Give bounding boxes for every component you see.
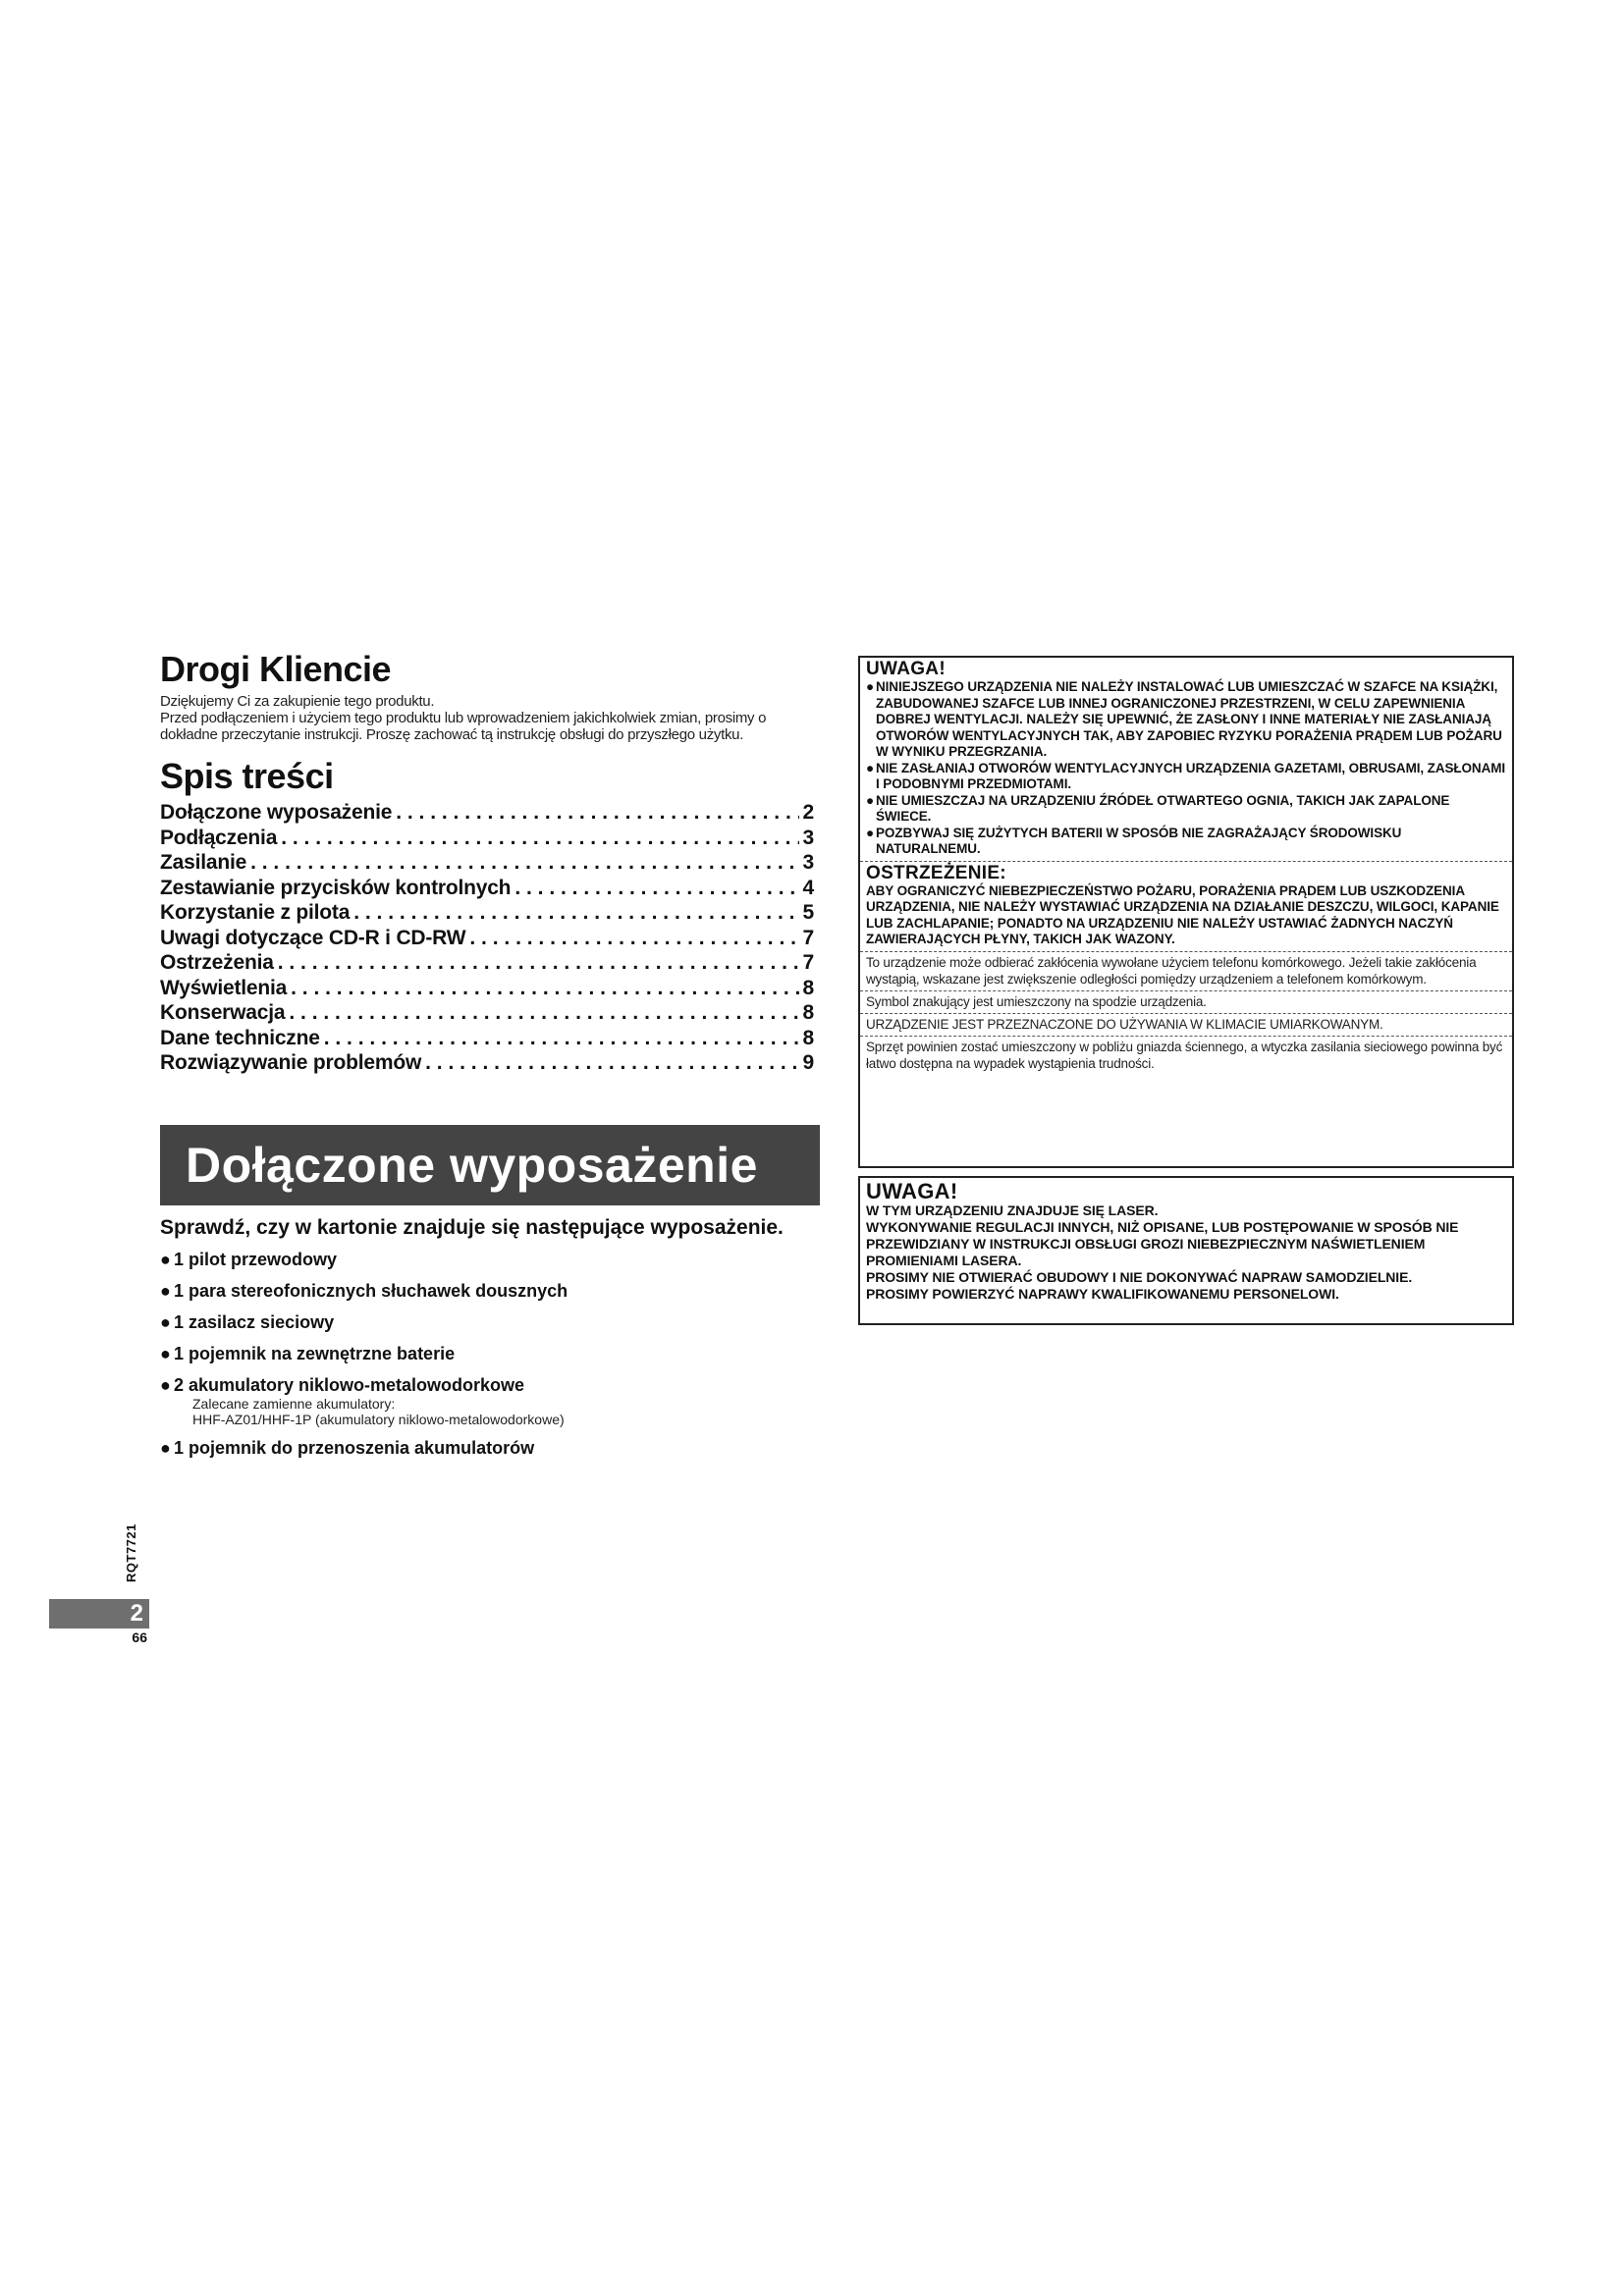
caution-text: ABY OGRANICZYĆ NIEBEZPIECZEŃSTWO POŻARU, PORAŻENIA PRĄDEM LUB USZKODZENIA URZĄDZENIA, NIE NALEŻY WYSTAWIAĆ URZĄDZENIA NA DZIAŁANIE DESZCZU, WILGOCI, KAPANIE LUB ZACHLAPANIE; PONADTO NA URZĄDZENIU NIE NALEŻY USTAWIAĆ ŻADNYCH NACZYŃ ZAWIERAJĄCYCH PŁYNY, TAKICH JAK WAZONY. bbox=[866, 882, 1499, 946]
greeting-line-2: Przed podłączeniem i użyciem tego produktu lub wprowadzeniem jakichkolwiek zmian, prosimy o dokładne przeczytanie instrukcji. Proszę zachować tą instrukcję obsługi do przyszłego użytku. bbox=[160, 710, 767, 743]
toc-item-label: Rozwiązywanie problemów bbox=[160, 1051, 422, 1074]
list-item bbox=[160, 1280, 814, 1302]
table-of-contents bbox=[160, 800, 814, 1076]
bullet-icon: ● bbox=[160, 1250, 171, 1269]
toc-item-label: Podłączenia bbox=[160, 826, 278, 849]
toc-item[interactable] bbox=[160, 826, 814, 851]
toc-item-label: Dane techniczne bbox=[160, 1026, 320, 1049]
caution-segment bbox=[860, 861, 1512, 951]
bullet-icon: ● bbox=[866, 679, 875, 694]
note-phone: To urządzenie może odbierać zakłócenia wywołane użyciem telefonu komórkowego. Jeżeli takie zakłócenia wystąpią, wskazane jest zwiększenie odległości pomiędzy urządzeniem a telefonem komórkowym. bbox=[860, 951, 1512, 990]
toc-item[interactable] bbox=[160, 900, 814, 926]
warning-item-text: NIE UMIESZCZAJ NA URZĄDZENIU ŹRÓDEŁ OTWARTEGO OGNIA, TAKICH JAK ZAPALONE ŚWIECE. bbox=[876, 792, 1450, 824]
toc-item-page: 8 bbox=[802, 976, 814, 999]
list-item bbox=[160, 1437, 814, 1459]
battery-note-line-2: HHF-AZ01/HHF-1P (akumulatory niklowo-metalowodorkowe) bbox=[192, 1412, 565, 1427]
toc-item[interactable] bbox=[160, 876, 814, 901]
toc-item-page: 2 bbox=[802, 801, 814, 824]
toc-leader bbox=[278, 950, 799, 976]
bullet-icon: ● bbox=[160, 1344, 171, 1363]
toc-title: Spis treści bbox=[160, 756, 334, 796]
bullet-icon: ● bbox=[160, 1281, 171, 1301]
warning-item bbox=[866, 761, 1506, 793]
toc-item-page: 9 bbox=[802, 1051, 814, 1074]
caution-title: OSTRZEŻENIE: bbox=[866, 862, 1006, 883]
toc-leader bbox=[250, 850, 798, 876]
toc-item-label: Konserwacja bbox=[160, 1001, 286, 1024]
note-climate: URZĄDZENIE JEST PRZEZNACZONE DO UŻYWANIA W KLIMACIE UMIARKOWANYM. bbox=[860, 1013, 1512, 1036]
accessories-intro: Sprawdź, czy w kartonie znajduje się następujące wyposażenie. bbox=[160, 1216, 784, 1239]
toc-item-label: Dołączone wyposażenie bbox=[160, 801, 393, 824]
list-item bbox=[160, 1249, 814, 1270]
warning-box bbox=[858, 656, 1514, 1168]
greeting-text bbox=[160, 693, 814, 743]
toc-item-page: 5 bbox=[802, 901, 814, 924]
toc-leader bbox=[425, 1050, 798, 1076]
list-item-text: 1 pilot przewodowy bbox=[174, 1250, 338, 1269]
list-item-text: 2 akumulatory niklowo-metalowodorkowe bbox=[174, 1375, 525, 1395]
battery-note-line-1: Zalecane zamienne akumulatory: bbox=[192, 1396, 396, 1412]
toc-item-label: Zestawianie przycisków kontrolnych bbox=[160, 876, 512, 899]
list-item bbox=[160, 1343, 814, 1364]
toc-item[interactable] bbox=[160, 800, 814, 826]
toc-item-label: Zasilanie bbox=[160, 851, 247, 874]
toc-item-label: Korzystanie z pilota bbox=[160, 901, 351, 924]
toc-leader bbox=[291, 976, 798, 1001]
warning-item bbox=[866, 826, 1506, 858]
toc-leader bbox=[324, 1026, 799, 1051]
toc-leader bbox=[353, 900, 798, 926]
laser-warning-box bbox=[858, 1176, 1514, 1325]
warning-item-text: NIE ZASŁANIAJ OTWORÓW WENTYLACYJNYCH URZĄDZENIA GAZETAMI, OBRUSAMI, ZASŁONAMI I PODOBNYMI PRZEDMIOTAMI. bbox=[876, 760, 1506, 791]
toc-leader bbox=[514, 876, 798, 901]
laser-warning-title: UWAGA! bbox=[866, 1179, 958, 1203]
toc-item[interactable] bbox=[160, 950, 814, 976]
toc-item-page: 8 bbox=[802, 1026, 814, 1049]
toc-leader bbox=[469, 926, 798, 951]
toc-item[interactable] bbox=[160, 850, 814, 876]
toc-item-label: Wyświetlenia bbox=[160, 976, 288, 999]
toc-item[interactable] bbox=[160, 926, 814, 951]
warning-item-text: POZBYWAJ SIĘ ZUŻYTYCH BATERII W SPOSÓB NIE ZAGRAŻAJĄCY ŚRODOWISKU NATURALNEMU. bbox=[876, 825, 1402, 856]
warning-title: UWAGA! bbox=[866, 659, 946, 679]
left-column bbox=[160, 650, 814, 1076]
toc-item-page: 7 bbox=[802, 951, 814, 974]
toc-item[interactable] bbox=[160, 1000, 814, 1026]
toc-item-label: Ostrzeżenia bbox=[160, 951, 274, 974]
toc-item-page: 4 bbox=[802, 876, 814, 899]
page-sub-number: 66 bbox=[132, 1629, 147, 1645]
warning-item bbox=[866, 793, 1506, 826]
bullet-icon: ● bbox=[160, 1375, 171, 1395]
warning-item-text: NINIEJSZEGO URZĄDZENIA NIE NALEŻY INSTALOWAĆ LUB UMIESZCZAĆ W SZAFCE NA KSIĄŻKI, ZABUDOWANEJ SZAFCE LUB INNEJ OGRANICZONEJ PRZESTRZENI, W CELU ZAPEWNIENIA DOBREJ WENTYLACJI. NALEŻY SIĘ UPEWNIĆ, ŻE ZASŁONY I INNE MATERIAŁY NIE ZASŁANIAJĄ OTWORÓW WENTYLACYJNYCH TAK, ABY ZAPOBIEC RYZYKU PORAŻENIA PRĄDEM LUB POŻARU W WYNIKU PRZEGRZANIA. bbox=[876, 679, 1502, 759]
bullet-icon: ● bbox=[160, 1438, 171, 1458]
warning-segment bbox=[860, 658, 1512, 861]
note-symbol: Symbol znakujący jest umieszczony na spodzie urządzenia. bbox=[860, 990, 1512, 1013]
toc-item-page: 7 bbox=[802, 926, 814, 949]
note-socket: Sprzęt powinien zostać umieszczony w pobliżu gniazda ściennego, a wtyczka zasilania sieciowego powinna być łatwo dostępna na wypadek wystąpienia trudności. bbox=[860, 1036, 1512, 1075]
list-item bbox=[160, 1311, 814, 1333]
laser-line-1: W TYM URZĄDZENIU ZNAJDUJE SIĘ LASER. bbox=[866, 1202, 1159, 1218]
bullet-icon: ● bbox=[866, 825, 875, 840]
model-code: RQT7721 bbox=[124, 1523, 138, 1582]
toc-leader bbox=[289, 1000, 798, 1026]
toc-item-page: 3 bbox=[802, 851, 814, 874]
list-item-text: 1 pojemnik na zewnętrzne baterie bbox=[174, 1344, 456, 1363]
toc-item-page: 3 bbox=[802, 826, 814, 849]
laser-line-2: WYKONYWANIE REGULACJI INNYCH, NIŻ OPISANE, LUB POSTĘPOWANIE W SPOSÓB NIE PRZEWIDZIANY W INSTRUKCJI OBSŁUGI GROZI NIEBEZPIECZNYM NAŚWIETLENIEM PROMIENIAMI LASERA. bbox=[866, 1219, 1459, 1268]
accessories-section bbox=[160, 1215, 814, 1468]
list-item-text: 1 para stereofonicznych słuchawek dousznych bbox=[174, 1281, 568, 1301]
greeting-title: Drogi Kliencie bbox=[160, 649, 392, 689]
section-heading-banner: Dołączone wyposażenie bbox=[160, 1125, 820, 1205]
bullet-icon: ● bbox=[866, 792, 875, 808]
list-item bbox=[160, 1374, 814, 1427]
toc-item[interactable] bbox=[160, 1026, 814, 1051]
toc-leader bbox=[396, 800, 798, 826]
laser-warning-text bbox=[866, 1202, 1506, 1303]
list-item-text: 1 zasilacz sieciowy bbox=[174, 1312, 335, 1332]
bullet-icon: ● bbox=[866, 760, 875, 775]
battery-note bbox=[160, 1396, 814, 1427]
toc-item[interactable] bbox=[160, 1050, 814, 1076]
page-number-tab: 2 bbox=[49, 1599, 149, 1629]
bullet-icon: ● bbox=[160, 1312, 171, 1332]
laser-line-4: PROSIMY POWIERZYĆ NAPRAWY KWALIFIKOWANEMU PERSONELOWI. bbox=[866, 1286, 1339, 1302]
toc-item-page: 8 bbox=[802, 1001, 814, 1024]
warning-item bbox=[866, 679, 1506, 761]
laser-line-3: PROSIMY NIE OTWIERAĆ OBUDOWY I NIE DOKONYWAĆ NAPRAW SAMODZIELNIE. bbox=[866, 1269, 1413, 1285]
toc-item[interactable] bbox=[160, 976, 814, 1001]
toc-leader bbox=[281, 826, 798, 851]
greeting-line-1: Dziękujemy Ci za zakupienie tego produktu. bbox=[160, 693, 435, 710]
list-item-text: 1 pojemnik do przenoszenia akumulatorów bbox=[174, 1438, 535, 1458]
toc-item-label: Uwagi dotyczące CD-R i CD-RW bbox=[160, 926, 466, 949]
